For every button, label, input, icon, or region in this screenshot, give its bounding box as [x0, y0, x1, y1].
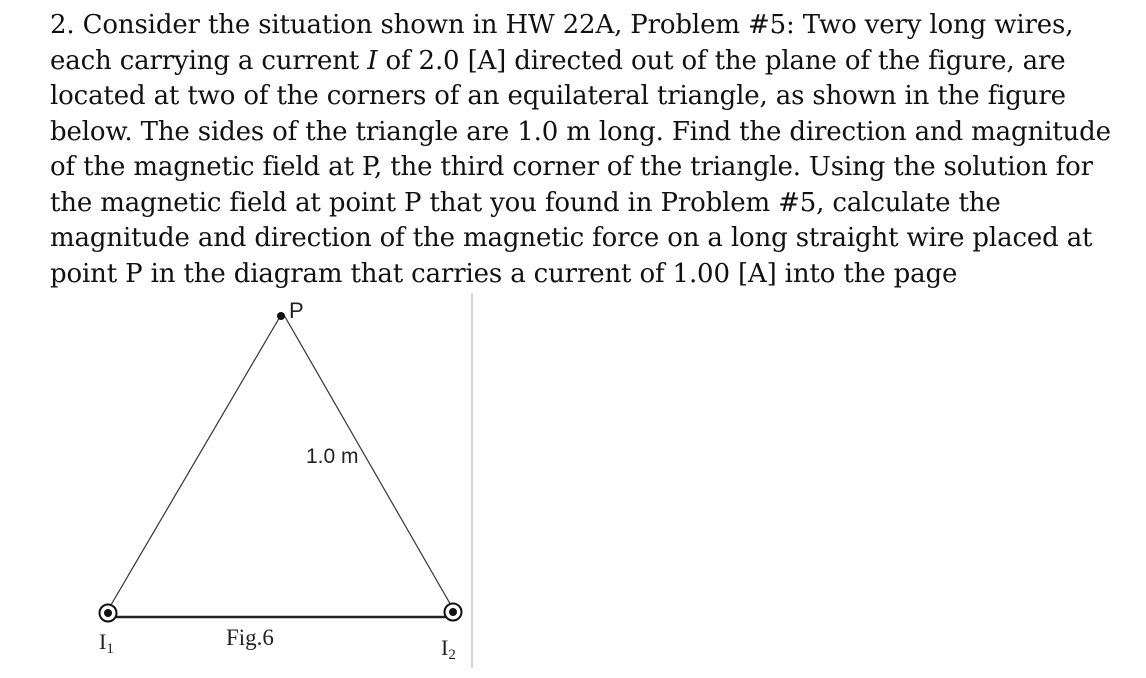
figure-caption: Fig.6 — [226, 625, 274, 650]
wire-1-label: I1 — [99, 629, 114, 657]
problem-text-part2: of 2.0 [A] directed out of the plane of the figure, are located at two of the corners of an equilateral triangle, as shown in the figure below. The sides of the triangle are 1.0 m long. Find the direction and magnitude of the magnetic field at P, the third corner of the triangle. Using the solution for the magnetic field at point P that you found in Problem #5, calculate the magnitude and direction of the magnetic force on a long straight wire placed at point P in the diagram that carries a current of 1.00 [A] into the page — [50, 45, 1111, 289]
wire-2-label: I2 — [441, 635, 456, 663]
current-symbol: I — [367, 45, 378, 76]
wire-2-symbol — [445, 604, 462, 621]
problem-text-part1: 2. Consider the situation shown in HW 22A, Problem #5: Two very long wires, each carrying a current — [50, 10, 1074, 76]
wire-1-symbol — [100, 605, 117, 622]
point-p-dot — [277, 312, 285, 320]
side-left — [108, 315, 281, 610]
point-p-label: P — [289, 298, 304, 323]
side-length-label: 1.0 m — [306, 445, 359, 468]
